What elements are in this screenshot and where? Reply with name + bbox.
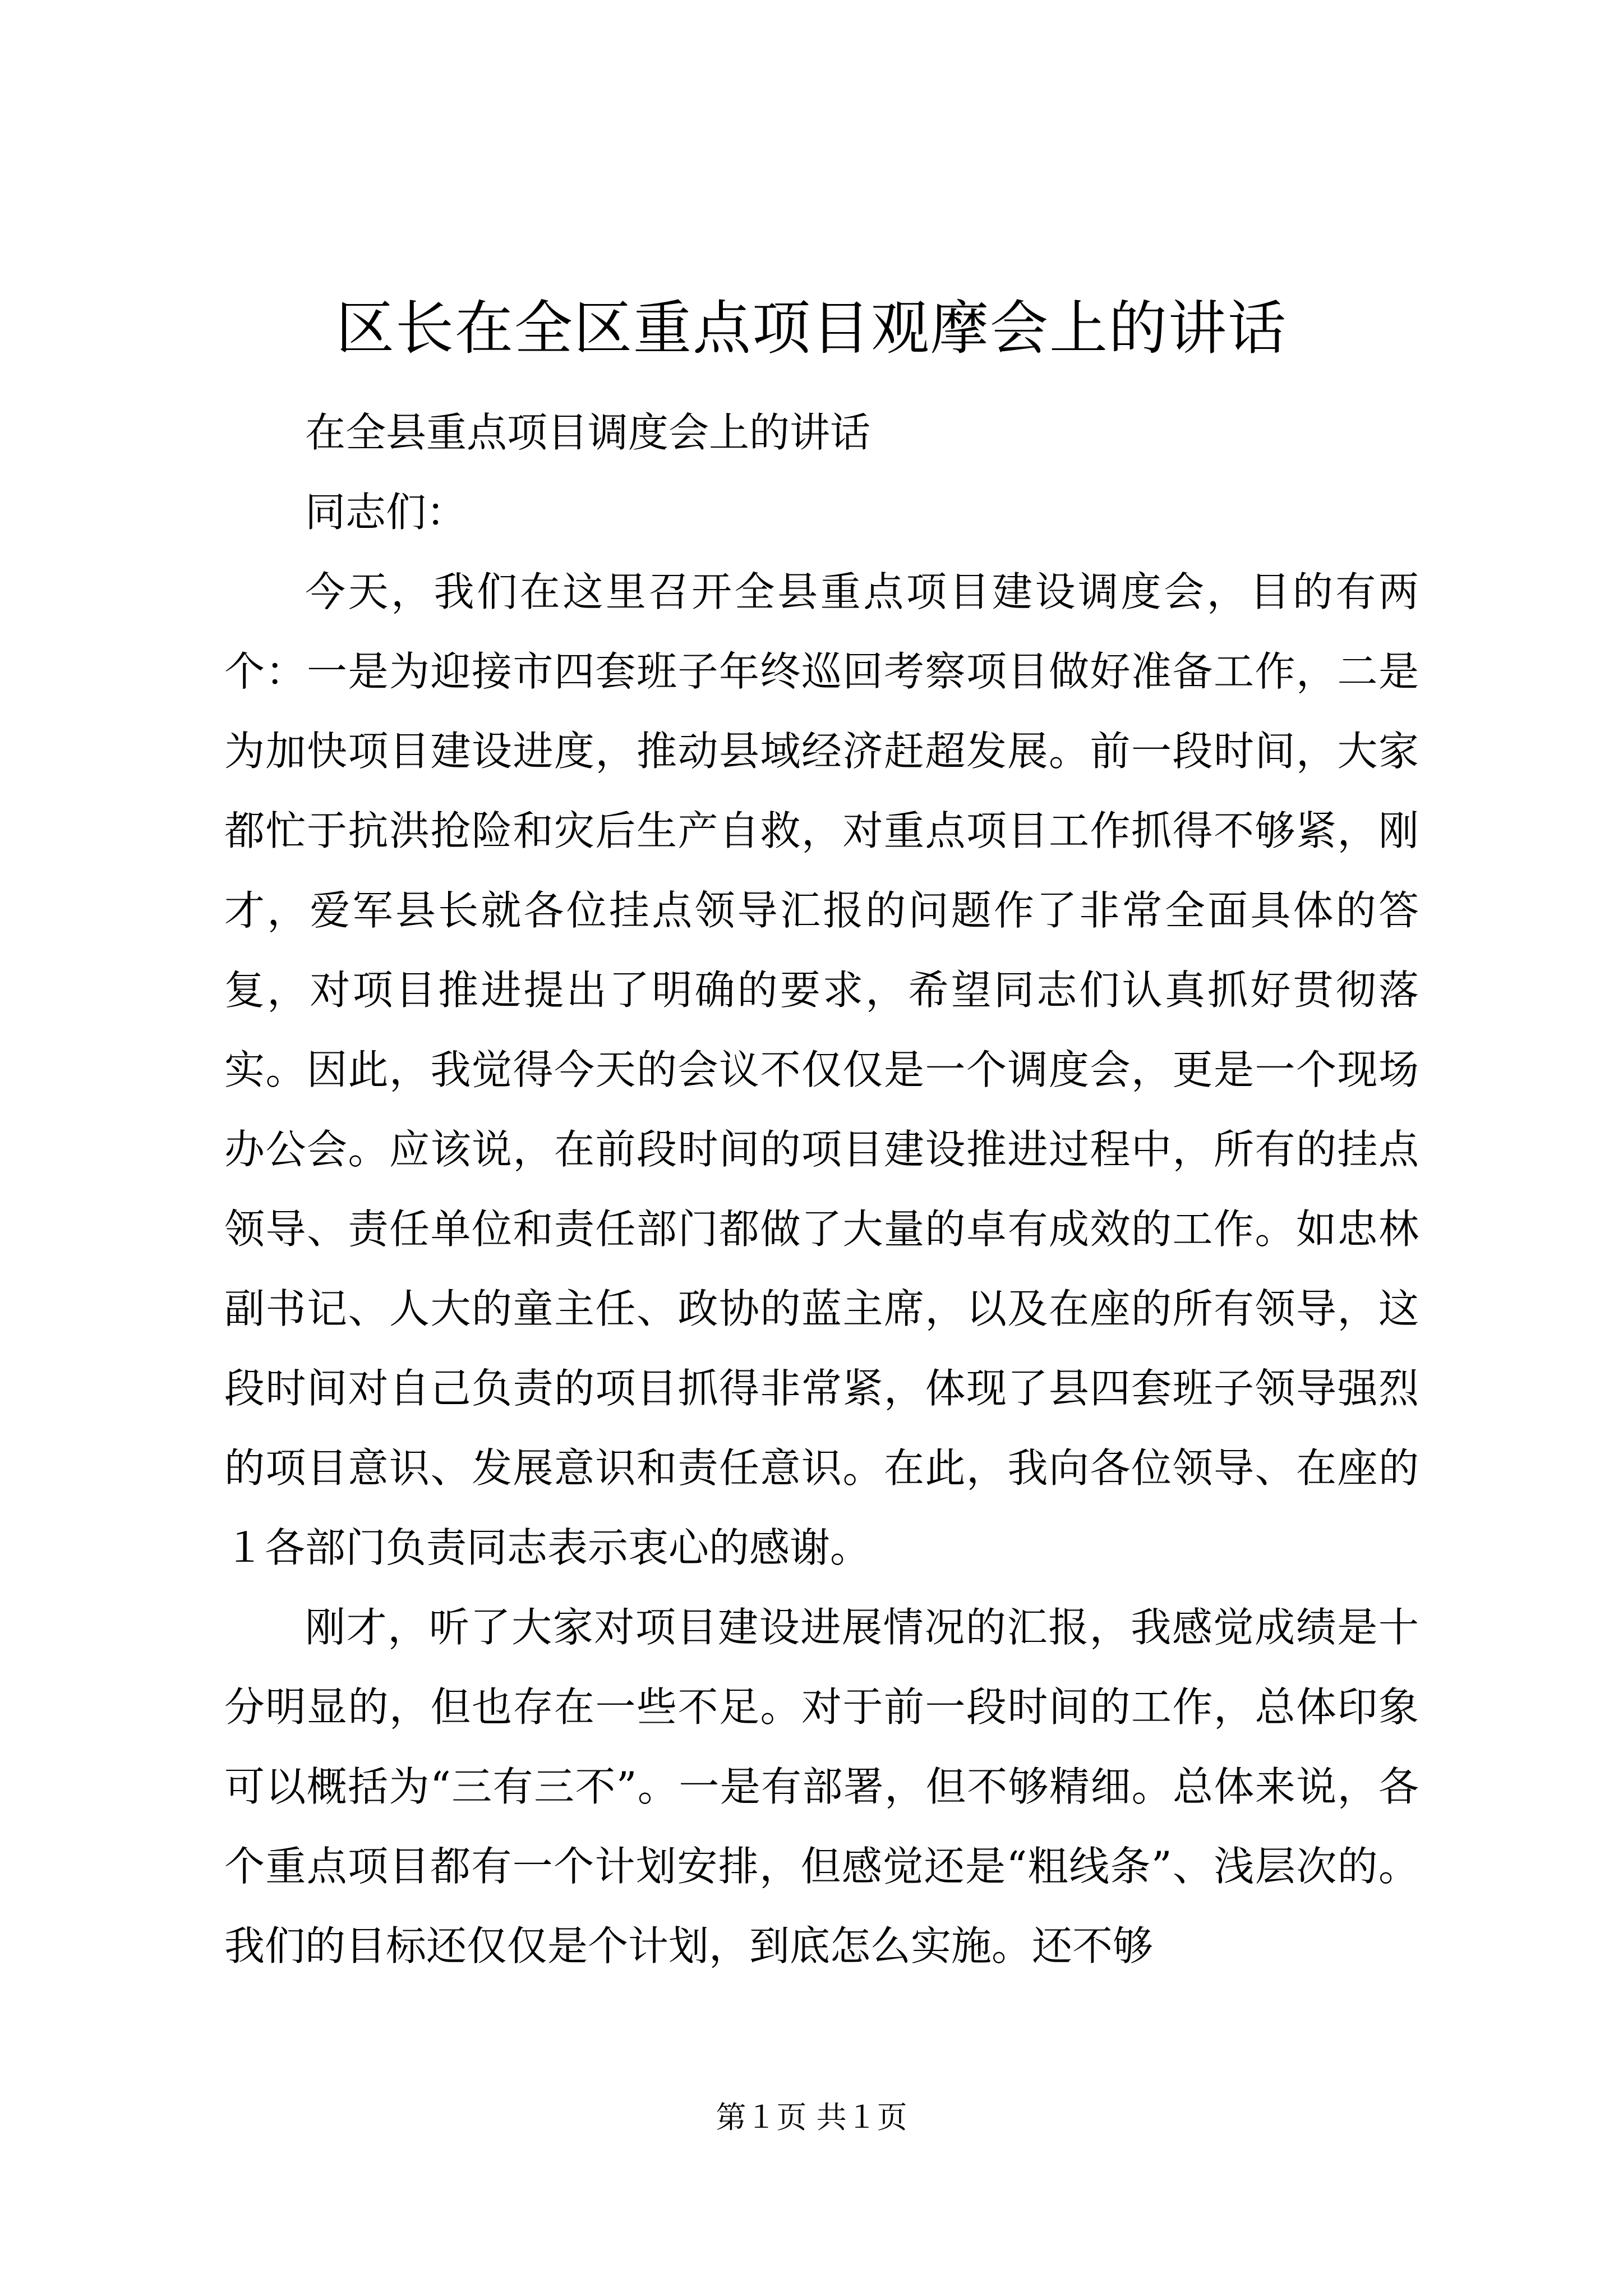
document-body: [224, 393, 1419, 1986]
paragraph-salutation: 同志们：: [305, 489, 467, 536]
paragraph-assessment: 刚才，听了大家对项目建设进展情况的汇报，我感觉成绩是十分明显的，但也存在一些不足。对于前一段时间的工作，总体印象可以概括为“三有三不”。一是有部署，但不够精细。总体来说，各个重点项目都有一个计划安排，但感觉还是“粗线条”、浅层次的。我们的目标还仅仅是个计划，到底怎么实施。还不够: [224, 1604, 1419, 1970]
page-footer: 第１页 共１页: [716, 2100, 907, 2135]
paragraph-subtitle: 在全县重点项目调度会上的讲话: [305, 409, 871, 456]
paragraph-intro: 今天，我们在这里召开全县重点项目建设调度会，目的有两个：一是为迎接市四套班子年终巡回考察项目做好准备工作，二是为加快项目建设进度，推动县域经济赶超发展。前一段时间，大家都忙于抗洪抢险和灾后生产自救，对重点项目工作抓得不够紧，刚才，爱军县长就各位挂点领导汇报的问题作了非常全面具体的答复，对项目推进提出了明确的要求，希望同志们认真抓好贯彻落实。因此，我觉得今天的会议不仅仅是一个调度会，更是一个现场办公会。应该说，在前段时间的项目建设推进过程中，所有的挂点领导、责任单位和责任部门都做了大量的卓有成效的工作。如忠林副书记、人大的童主任、政协的蓝主席，以及在座的所有领导，这段时间对自己负责的项目抓得非常紧，体现了县四套班子领导强烈的项目意识、发展意识和责任意识。在此，我向各位领导、在座的１各部门负责同志表示衷心的感谢。: [224, 568, 1419, 1571]
document-title: 区长在全区重点项目观摩会上的讲话: [335, 294, 1287, 362]
